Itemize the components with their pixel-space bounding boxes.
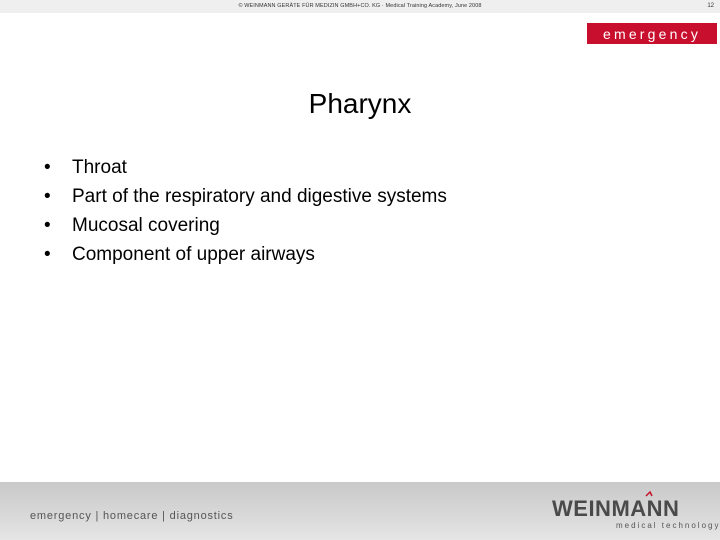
- footer-tagline: emergency | homecare | diagnostics: [30, 510, 234, 522]
- bullet-icon: •: [44, 157, 51, 178]
- slide-title: Pharynx: [308, 88, 412, 119]
- footer-bar: [0, 482, 720, 540]
- header-bar: [0, 0, 720, 13]
- bullet-text: Component of upper airways: [72, 244, 315, 265]
- bullet-item: [42, 240, 447, 269]
- bullet-item: [42, 211, 447, 240]
- logo-wordmark: WEINMANN: [552, 496, 680, 521]
- page-number: 12: [707, 3, 714, 9]
- weinmann-logo: [550, 490, 720, 534]
- bullet-list: [42, 153, 447, 269]
- bullet-item: [42, 182, 447, 211]
- bullet-text: Throat: [72, 157, 127, 178]
- bullet-text: Part of the respiratory and digestive systems: [72, 186, 447, 207]
- bullet-text: Mucosal covering: [72, 215, 220, 236]
- bullet-icon: •: [44, 215, 51, 236]
- emergency-badge: emergency: [587, 23, 717, 44]
- bullet-icon: •: [44, 244, 51, 265]
- bullet-icon: •: [44, 186, 51, 207]
- bullet-item: [42, 153, 447, 182]
- copyright-notice: © WEINMANN GERÄTE FÜR MEDIZIN GMBH+CO. KG · Medical Training Academy, June 2008: [238, 3, 482, 9]
- logo-subtitle: medical technology: [616, 521, 720, 530]
